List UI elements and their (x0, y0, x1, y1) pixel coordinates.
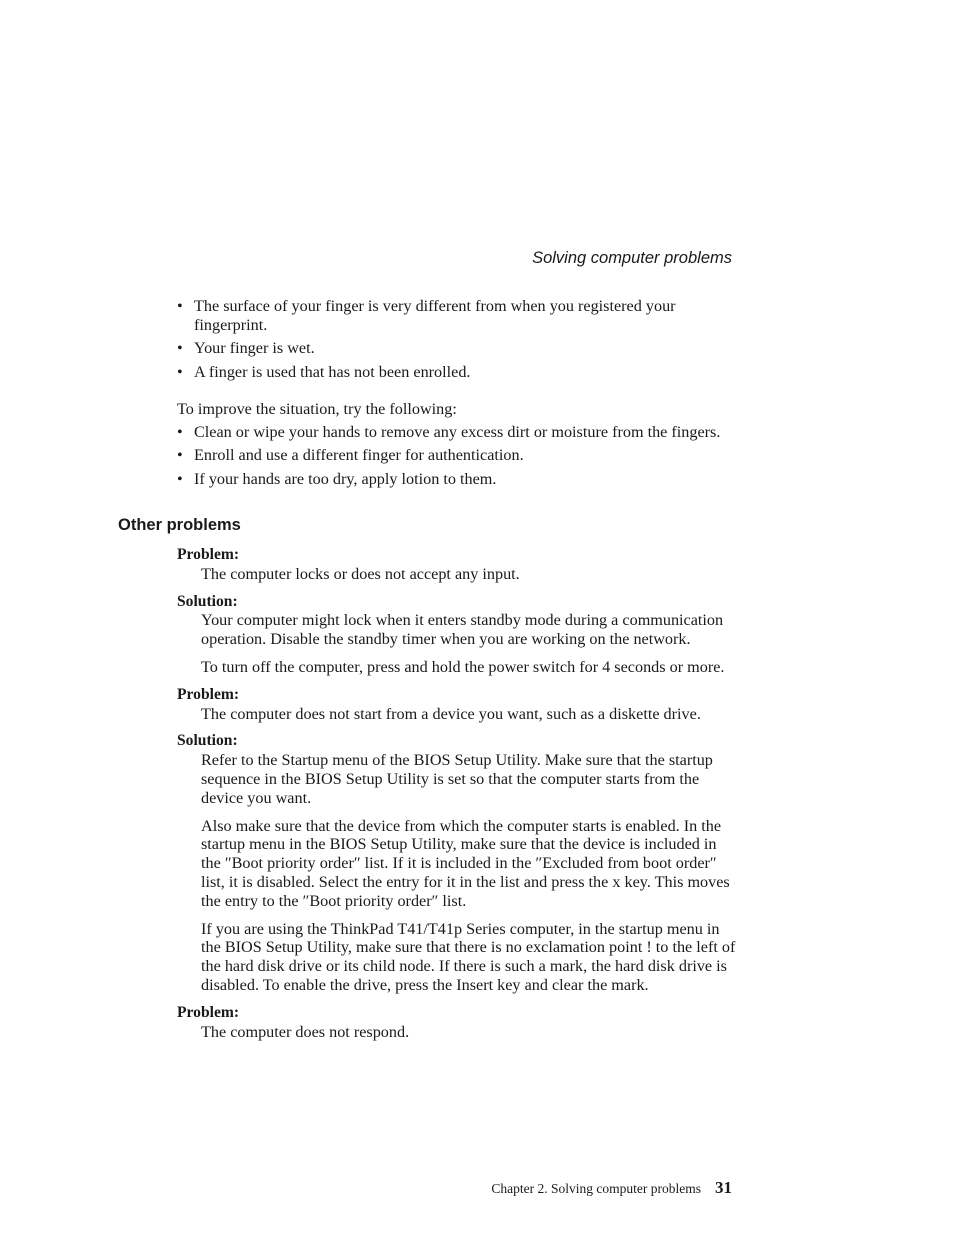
problem-solution-list (177, 546, 737, 1050)
footer-chapter-title: Chapter 2. Solving computer problems (491, 1181, 701, 1196)
problem-label: Problem: (177, 685, 240, 703)
bullet-icon: • (177, 469, 183, 488)
list-item: • The surface of your finger is very different from when you registered your fingerprint. (177, 297, 676, 334)
bullet-icon: • (177, 297, 183, 315)
page-number: 31 (715, 1178, 732, 1197)
list-item: • A finger is used that has not been enrolled. (177, 362, 471, 381)
condition-list (177, 297, 737, 386)
solution-label: Solution: (177, 592, 238, 610)
solution-paragraph: To turn off the computer, press and hold the power switch for 4 seconds or more. (201, 657, 725, 676)
problem-text: The computer does not start from a device you want, such as a diskette drive. (201, 704, 701, 723)
page-footer (491, 1179, 732, 1199)
problem-label: Problem: (177, 546, 240, 563)
solution-paragraph: Your computer might lock when it enters standby mode during a communication operation. Disable the standby timer when you are working on the network. (201, 611, 724, 649)
bullet-icon: • (177, 362, 183, 381)
list-item: • If your hands are too dry, apply lotion to them. (177, 469, 497, 488)
list-item: • Clean or wipe your hands to remove any excess dirt or moisture from the fingers. (177, 423, 721, 441)
problem-text: The computer locks or does not accept any input. (201, 564, 520, 583)
remedy-list (177, 423, 737, 493)
intro-paragraph: To improve the situation, try the following: (177, 400, 457, 418)
list-item: • Your finger is wet. (177, 339, 315, 358)
problem-text: The computer does not respond. (201, 1022, 410, 1041)
bullet-icon: • (177, 446, 183, 465)
bullet-icon: • (177, 423, 183, 441)
solution-paragraph: Refer to the Startup menu of the BIOS Setup Utility. Make sure that the startup sequence in the BIOS Setup Utility is set so that the computer starts from the device you want. (201, 751, 713, 807)
section-heading: Other problems (118, 516, 241, 534)
solution-paragraph: Also make sure that the device from which the computer starts is enabled. In the startup menu in the BIOS Setup Utility, make sure that the device is included in the ″Boot priority order″ list. If it is included in the ″Excluded from boot order″ list, it is disabled. Select the entry for it in the list and press the x key. This moves the entry to the ″Boot priority order″ list. (201, 816, 730, 910)
running-head: Solving computer problems (532, 249, 732, 267)
solution-label: Solution: (177, 732, 238, 750)
bullet-icon: • (177, 339, 183, 358)
list-item: • Enroll and use a different finger for authentication. (177, 446, 524, 465)
problem-label: Problem: (177, 1003, 240, 1021)
solution-paragraph: If you are using the ThinkPad T41/T41p Series computer, in the startup menu in the BIOS Setup Utility, make sure that there is no exclamation point ! to the left of the hard disk drive or its child node. If there is such a mark, the hard disk drive is disabled. To enable the drive, press the Insert key and clear the mark. (201, 919, 736, 994)
